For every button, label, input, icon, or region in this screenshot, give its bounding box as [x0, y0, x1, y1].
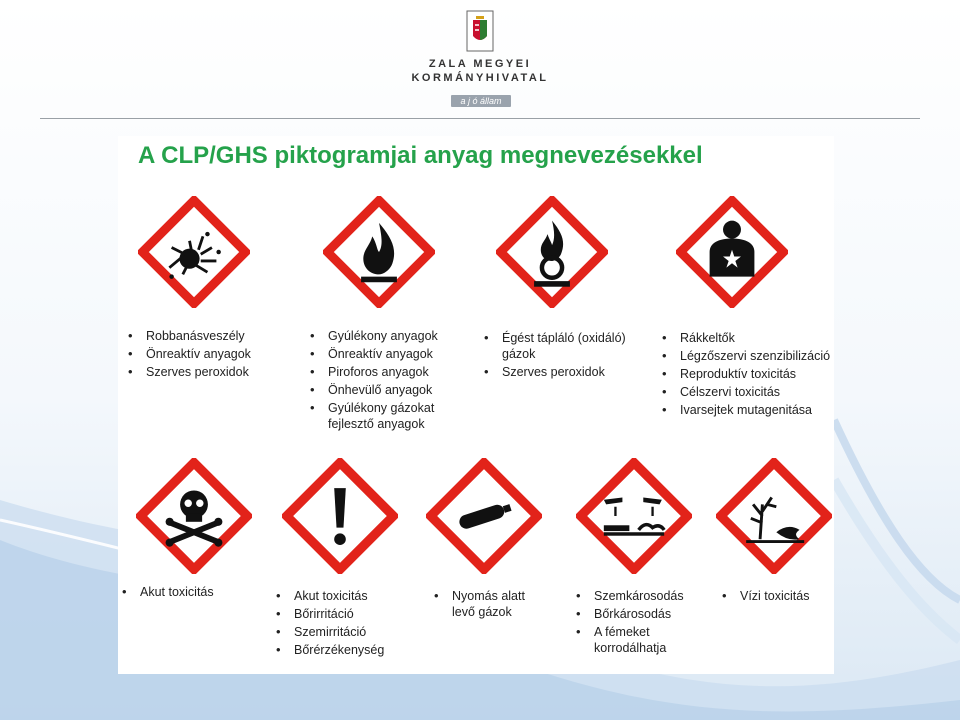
list-item: • Önreaktív anyagok [304, 346, 464, 362]
flame-over-circle-icon [496, 196, 608, 308]
list-skull-crossbones [116, 584, 246, 602]
list-item: • Szerves peroxidok [122, 364, 292, 380]
corrosion-icon [576, 458, 692, 574]
list-item: • Égést tápláló (oxidáló) gázok [478, 330, 648, 362]
flame-icon [323, 196, 435, 308]
org-name-line2: KORMÁNYHIVATAL [411, 72, 549, 84]
list-item: • Robbanásveszély [122, 328, 292, 344]
list-flame-over-circle [478, 330, 648, 382]
list-item: • Gyúlékony anyagok [304, 328, 464, 344]
list-item: • Gyúlékony gázokat fejlesztő anyagok [304, 400, 464, 432]
list-environment [716, 588, 834, 606]
list-item: • Rákkeltők [656, 330, 834, 346]
list-exclamation-mark [270, 588, 410, 660]
list-item: • Akut toxicitás [116, 584, 246, 600]
list-flame [304, 328, 464, 434]
list-health-hazard [656, 330, 834, 420]
header [0, 0, 960, 118]
list-item: • Célszervi toxicitás [656, 384, 834, 400]
list-item: • Bőrkárosodás [570, 606, 710, 622]
list-item: • Légzőszervi szenzibilizáció [656, 348, 834, 364]
list-item: • Vízi toxicitás [716, 588, 834, 604]
org-name-line1: ZALA MEGYEI [428, 58, 532, 70]
health-hazard-icon [676, 196, 788, 308]
list-item: • Bőrérzékenység [270, 642, 410, 658]
exploding-bomb-icon [138, 196, 250, 308]
exclamation-mark-icon [282, 458, 398, 574]
list-item: • Piroforos anyagok [304, 364, 464, 380]
list-item: • Bőrirritáció [270, 606, 410, 622]
page-title: A CLP/GHS piktogramjai anyag megnevezésekkel [138, 142, 703, 169]
list-item: • Reproduktív toxicitás [656, 366, 834, 382]
list-item: • Önhevülő anyagok [304, 382, 464, 398]
list-item: • Önreaktív anyagok [122, 346, 292, 362]
list-item: • Nyomás alatt levő gázok [428, 588, 548, 620]
skull-crossbones-icon [136, 458, 252, 574]
list-item: • Szerves peroxidok [478, 364, 648, 380]
list-corrosion [570, 588, 710, 658]
slogan-badge: a j ó állam [451, 95, 511, 107]
environment-icon [716, 458, 832, 574]
list-exploding-bomb [122, 328, 292, 382]
list-item: • Szemirritáció [270, 624, 410, 640]
list-item: • Szemkárosodás [570, 588, 710, 604]
gas-cylinder-icon [426, 458, 542, 574]
list-item: • Ivarsejtek mutagenitása [656, 402, 834, 418]
list-item: • Akut toxicitás [270, 588, 410, 604]
header-divider [40, 118, 920, 119]
coat-of-arms-icon [466, 10, 494, 52]
list-gas-cylinder [428, 588, 548, 622]
list-item: • A fémeket korrodálhatja [570, 624, 710, 656]
ghs-panel [118, 136, 834, 674]
